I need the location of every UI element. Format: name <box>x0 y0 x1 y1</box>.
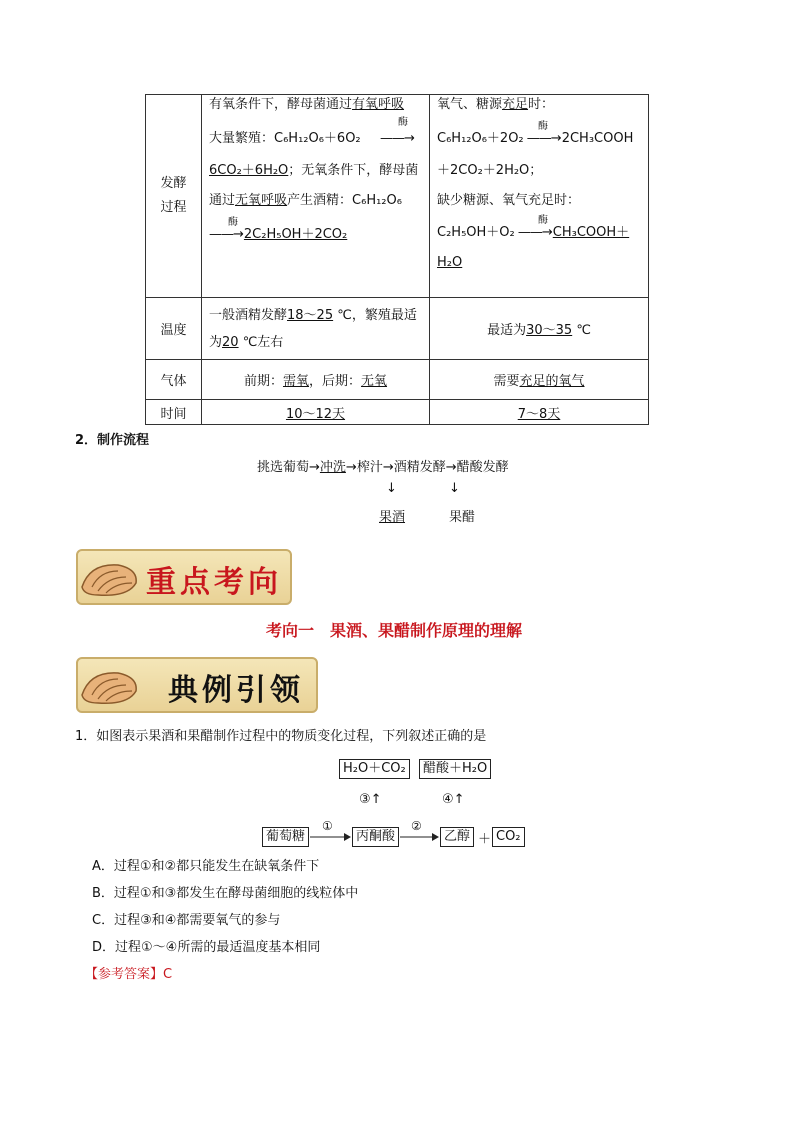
reaction-arrow: → <box>233 227 244 242</box>
vinegar-time-cell <box>430 400 649 425</box>
option-c: C．过程③和④都需要氧气的参与 <box>92 913 281 928</box>
section-title: 2．制作流程 <box>75 433 150 448</box>
row-label-temperature: 温度 <box>146 298 202 360</box>
enzyme-label: 酶 <box>538 215 548 226</box>
text-segment: 一般酒精发酵 <box>209 307 288 323</box>
answer-label: 【参考答案】 <box>85 967 164 982</box>
enzyme-label: 酶 <box>538 121 548 132</box>
conch-shell-icon <box>78 557 142 601</box>
question-stem: 1．如图表示果酒和果醋制作过程中的物质变化过程，下列叙述正确的是 <box>75 729 487 744</box>
text-segment: 时： <box>528 97 555 112</box>
underlined-product: 6CO₂＋6H₂O <box>209 163 289 178</box>
enzyme-label: 酶 <box>228 217 238 228</box>
text-segment: 最适为 <box>487 323 527 338</box>
underlined-term: 需氧 <box>282 374 309 389</box>
reaction-arrow: → <box>541 225 553 240</box>
pyruvate-box: 丙酮酸 <box>352 827 399 847</box>
down-arrow: ↓ <box>386 481 397 496</box>
topic-title: 考向一 果酒、果醋制作原理的理解 <box>266 621 523 640</box>
step-3-marker: ③↑ <box>359 792 382 807</box>
text-segment: 挑选葡萄→ <box>257 460 320 475</box>
enzyme-label: 酶 <box>398 117 408 128</box>
equation-text: C₆H₁₂O₆＋2O₂ <box>437 131 524 146</box>
wine-fermentation-cell: 有氧条件下，酵母菌通过有氧呼吸 大量繁殖：C₆H₁₂O₆＋6O₂ 酶 ——→ 6CO₂＋6H₂O；无氧条件下，酵母菌 通过无氧呼吸产生酒精：C₆H₁₂O₆ 酶 ——→2C₂H₅OH＋2CO₂ <box>202 95 430 298</box>
text-segment: 有氧条件下，酵母菌通过 <box>209 97 353 112</box>
wine-gas-cell <box>202 360 430 400</box>
temperature-range: 30～35 <box>526 323 573 338</box>
text-segment: 前期： <box>243 374 283 389</box>
wine-time-cell <box>202 400 430 425</box>
vinegar-fermentation-cell: 氧气、糖源充足时： 酶 C₆H₁₂O₆＋2O₂ ——→2CH₃COOH ＋2CO₂＋2H₂O； 缺少糖源、氧气充足时： 酶 C₂H₅OH＋O₂ ——→CH₃COOH＋ H₂O <box>430 95 649 298</box>
reference-answer <box>85 963 172 982</box>
text-segment: 产生酒精：C₆H₁₂O₆ <box>287 193 402 208</box>
text-segment: ℃ <box>572 323 591 338</box>
underlined-term: 无氧呼吸 <box>235 193 288 208</box>
process-flow <box>257 456 509 475</box>
duration: 7～8天 <box>517 406 561 422</box>
text-segment: 需要 <box>493 374 520 389</box>
step-4-marker: ④↑ <box>442 792 465 807</box>
text-segment: ，后期： <box>309 374 362 389</box>
text-segment: 通过 <box>209 193 236 208</box>
product-box-co2-water: H₂O＋CO₂ <box>339 759 410 779</box>
arrow-right-icon <box>310 832 352 842</box>
ethanol-box: 乙醇 <box>440 827 474 847</box>
product-box-acetic-acid: 醋酸＋H₂O <box>419 759 491 779</box>
step-1-marker: ① <box>322 819 333 833</box>
section-banner <box>76 657 318 713</box>
text-segment: ；无氧条件下，酵母菌 <box>288 163 419 178</box>
underlined-term: 充足的氧气 <box>519 374 585 389</box>
section-banner <box>76 549 292 605</box>
row-label-gas: 气体 <box>146 360 202 400</box>
co2-box: CO₂ <box>492 827 525 847</box>
vinegar-temperature-cell <box>430 298 649 360</box>
wine-temperature-cell <box>202 298 430 360</box>
plus-sign: ＋ <box>478 832 492 847</box>
temperature-range: 18～25 <box>287 307 334 323</box>
option-b: B．过程①和③都发生在酵母菌细胞的线粒体中 <box>92 886 359 901</box>
underlined-product: H₂O <box>437 255 463 270</box>
underlined-step: 冲洗 <box>319 460 346 475</box>
down-arrow: ↓ <box>449 481 460 496</box>
equation-text: 大量繁殖：C₆H₁₂O₆＋6O₂ <box>209 131 361 146</box>
fermentation-comparison-table <box>145 94 649 425</box>
underlined-term: 有氧呼吸 <box>352 97 405 112</box>
banner-title: 重点考向 <box>146 565 282 600</box>
text-segment: 缺少糖源、氧气充足时： <box>437 193 581 208</box>
underlined-product: CH₃COOH＋ <box>552 225 630 240</box>
text-segment: ℃，繁殖最适 <box>333 307 417 323</box>
vinegar-gas-cell <box>430 360 649 400</box>
option-a: A．过程①和②都只能发生在缺氧条件下 <box>92 859 320 874</box>
output-vinegar: 果醋 <box>449 510 476 525</box>
answer-value: C <box>163 967 173 982</box>
reaction-arrow: → <box>404 131 415 146</box>
equation-text: C₂H₅OH＋O₂ <box>437 225 515 240</box>
conch-shell-icon <box>78 665 142 709</box>
glucose-box: 葡萄糖 <box>262 827 309 847</box>
equation-text: ＋2CO₂＋2H₂O； <box>437 163 543 178</box>
banner-title: 典例引领 <box>168 673 304 708</box>
option-d: D．过程①～④所需的最适温度基本相同 <box>92 940 321 955</box>
text-segment: 氧气、糖源 <box>437 97 503 112</box>
optimal-temperature: 20 <box>222 334 239 350</box>
step-2-marker: ② <box>411 819 422 833</box>
text-segment: ℃左右 <box>238 334 284 350</box>
row-label-time: 时间 <box>146 400 202 425</box>
underlined-term: 无氧 <box>361 374 388 389</box>
text-segment: 为 <box>209 334 223 350</box>
duration: 10～12天 <box>285 406 346 422</box>
equation-text: →2CH₃COOH <box>550 131 634 146</box>
output-wine: 果酒 <box>379 510 406 525</box>
arrow-right-icon <box>400 832 440 842</box>
row-label-fermentation: 发酵过程 <box>146 95 202 298</box>
underlined-term: 充足 <box>502 97 529 112</box>
underlined-product: 2C₂H₅OH＋2CO₂ <box>243 227 348 242</box>
text-segment: →榨汁→酒精发酵→醋酸发酵 <box>345 460 509 475</box>
